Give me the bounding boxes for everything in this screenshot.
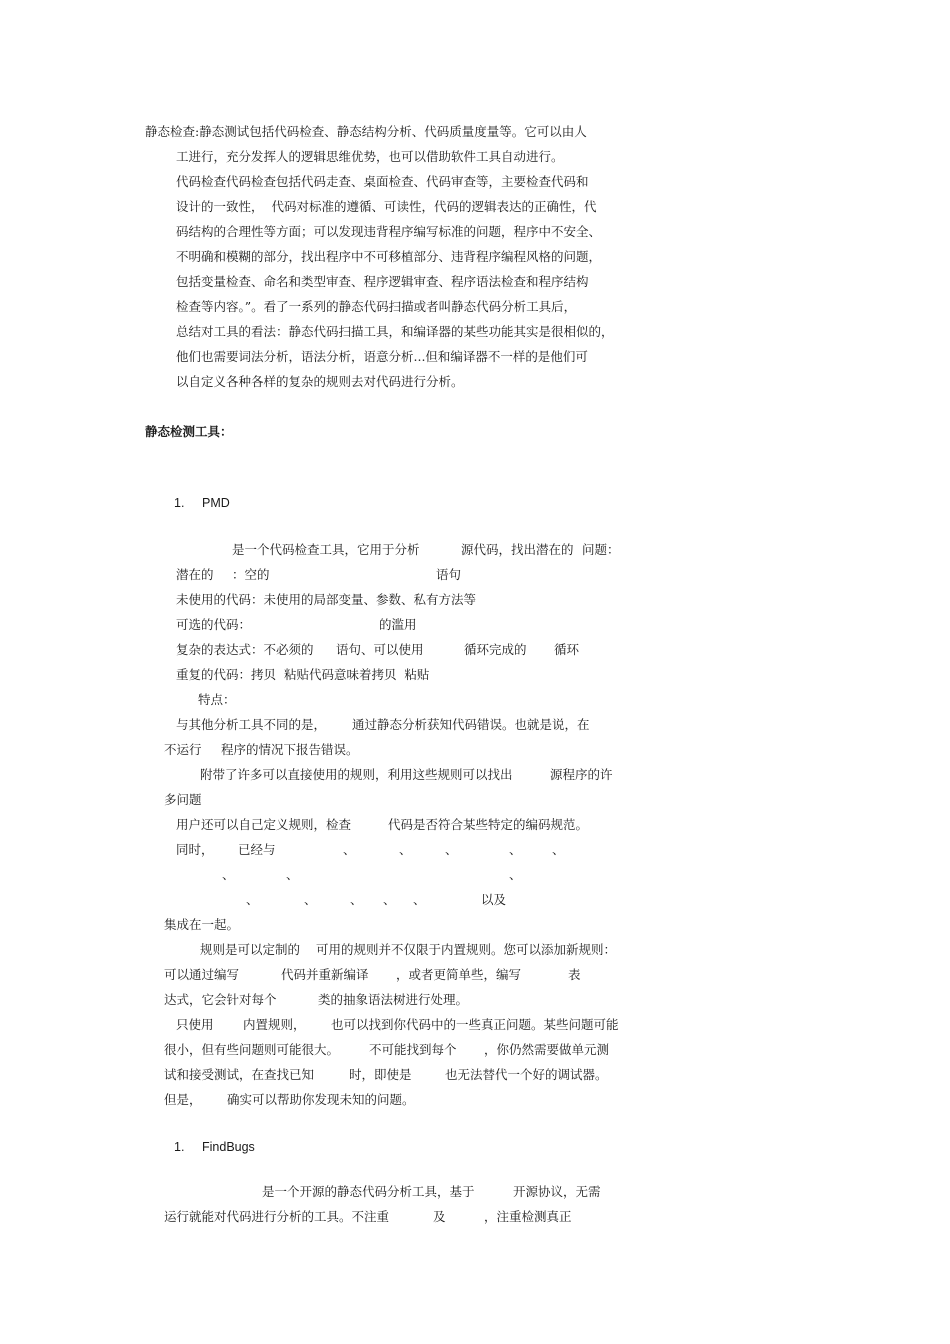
findbugs-text: ，注重检测真正 (484, 1209, 572, 1224)
pmd-text: 通过静态分析获知代码错误。也就是说，在 (352, 717, 590, 732)
pmd-text: 潜在的 (176, 567, 214, 582)
pmd-text: 可以通过编写 (164, 967, 240, 982)
findbugs-heading-name: FindBugs (202, 1140, 255, 1154)
pmd-text: 时，即使是 (349, 1067, 412, 1082)
pmd-text: 程序的情况下报告错误。 (221, 742, 359, 757)
findbugs-text: 及 (433, 1209, 446, 1224)
pmd-text: 可选的代码： (176, 617, 252, 632)
pmd-text: 特点： (198, 692, 236, 707)
pmd-text: 试和接受测试，在查找已知 (164, 1067, 315, 1082)
pmd-text: 语句 (436, 567, 462, 582)
pmd-text: 循环完成的 (464, 642, 527, 657)
pmd-separator: 、 (413, 892, 426, 907)
pmd-text: 类的抽象语法树进行处理。 (318, 992, 469, 1007)
pmd-text: 源程序的许 (550, 767, 613, 782)
pmd-text: 未使用的代码：未使用的局部变量、参数、私有方法等 (176, 592, 477, 607)
pmd-text: 用户还可以自己定义规则，检查 (176, 817, 352, 832)
pmd-text: 也无法替代一个好的调试器。 (445, 1067, 608, 1082)
pmd-text: 同时， (176, 842, 214, 857)
pmd-text: 规则是可以定制的 (200, 942, 301, 957)
intro-line: 不明确和模糊的部分，找出程序中不可移植部分、违背程序编程风格的问题， (176, 249, 602, 264)
pmd-separator: 、 (383, 892, 396, 907)
pmd-text: 但是， (164, 1092, 202, 1107)
pmd-text: 附带了许多可以直接使用的规则，利用这些规则可以找出 (200, 767, 513, 782)
pmd-text: 不运行 (164, 742, 202, 757)
pmd-text: 多问题 (164, 792, 202, 807)
intro-line: 代码检查代码检查包括代码走查、桌面检查、代码审查等，主要检查代码和 (176, 174, 589, 189)
pmd-separator: 、 (286, 867, 299, 882)
pmd-text: 可用的规则并不仅限于内置规则。您可以添加新规则： (316, 942, 617, 957)
pmd-text: 以及 (481, 892, 507, 907)
pmd-text: ，你仍然需要做单元测 (484, 1042, 610, 1057)
pmd-text: 循环 (554, 642, 580, 657)
pmd-text: 不可能找到每个 (369, 1042, 457, 1057)
intro-line: 静态检查:静态测试包括代码检查、静态结构分析、代码质量度量等。它可以由人 (145, 124, 587, 139)
pmd-text: 已经与 (238, 842, 276, 857)
pmd-separator: 、 (246, 892, 259, 907)
findbugs-text: 是一个开源的静态代码分析工具，基于 (262, 1184, 475, 1199)
pmd-text: ，或者更简单些，编写 (396, 967, 522, 982)
pmd-separator: 、 (399, 842, 412, 857)
pmd-text: 确实可以帮助你发现未知的问题。 (227, 1092, 415, 1107)
pmd-text: 表 (568, 967, 581, 982)
pmd-heading-name: PMD (202, 496, 230, 510)
pmd-separator: 、 (343, 842, 356, 857)
pmd-separator: 、 (445, 842, 458, 857)
pmd-text: 也可以找到你代码中的一些真正问题。某些问题可能 (331, 1017, 619, 1032)
pmd-text: 达式，它会针对每个 (164, 992, 277, 1007)
pmd-text: 复杂的表达式：不必须的 (176, 642, 314, 657)
pmd-separator: 、 (350, 892, 363, 907)
pmd-text: 的滥用 (379, 617, 417, 632)
pmd-text: 内置规则， (243, 1017, 306, 1032)
pmd-text: 只使用 (176, 1017, 214, 1032)
intro-line: 码结构的合理性等方面；可以发现违背程序编写标准的问题，程序中不安全、 (176, 224, 602, 239)
section-heading: 静态检测工具： (145, 424, 233, 439)
pmd-text: 与其他分析工具不同的是， (176, 717, 327, 732)
pmd-text: 代码是否符合某些特定的编码规范。 (388, 817, 589, 832)
findbugs-text: 开源协议，无需 (513, 1184, 601, 1199)
intro-line: 设计的一致性， 代码对标准的遵循、可读性，代码的逻辑表达的正确性，代 (176, 199, 597, 214)
intro-line: 他们也需要词法分析，语法分析，语意分析...但和编译器不一样的是他们可 (176, 349, 588, 364)
intro-line: 检查等内容。”。看了一系列的静态代码扫描或者叫静态代码分析工具后， (176, 299, 577, 314)
pmd-separator: 、 (552, 842, 565, 857)
findbugs-text: 运行就能对代码进行分析的工具。不注重 (164, 1209, 390, 1224)
pmd-separator: 、 (304, 892, 317, 907)
intro-line: 总结对工具的看法：静态代码扫描工具，和编译器的某些功能其实是很相似的， (176, 324, 614, 339)
findbugs-heading-number: 1. (174, 1140, 185, 1154)
pmd-text: 代码并重新编译 (281, 967, 369, 982)
pmd-separator: 、 (509, 867, 522, 882)
pmd-text: 语句、可以使用 (336, 642, 424, 657)
pmd-separator: 、 (222, 867, 235, 882)
pmd-separator: 、 (509, 842, 522, 857)
pmd-text: 重复的代码：拷贝 粘贴代码意味着拷贝 粘贴 (176, 667, 430, 682)
pmd-text: 集成在一起。 (164, 917, 240, 932)
intro-line: 工进行，充分发挥人的逻辑思维优势，也可以借助软件工具自动进行。 (176, 149, 564, 164)
intro-line: 包括变量检查、命名和类型审查、程序逻辑审查、程序语法检查和程序结构 (176, 274, 589, 289)
pmd-text: 问题： (582, 542, 620, 557)
intro-line: 以自定义各种各样的复杂的规则去对代码进行分析。 (176, 374, 464, 389)
pmd-text: 是一个代码检查工具，它用于分析 (232, 542, 420, 557)
pmd-text: 很小，但有些问题则可能很大。 (164, 1042, 340, 1057)
pmd-heading-number: 1. (174, 496, 185, 510)
pmd-text: 源代码，找出潜在的 (461, 542, 574, 557)
pmd-text: ：空的 (232, 567, 270, 582)
